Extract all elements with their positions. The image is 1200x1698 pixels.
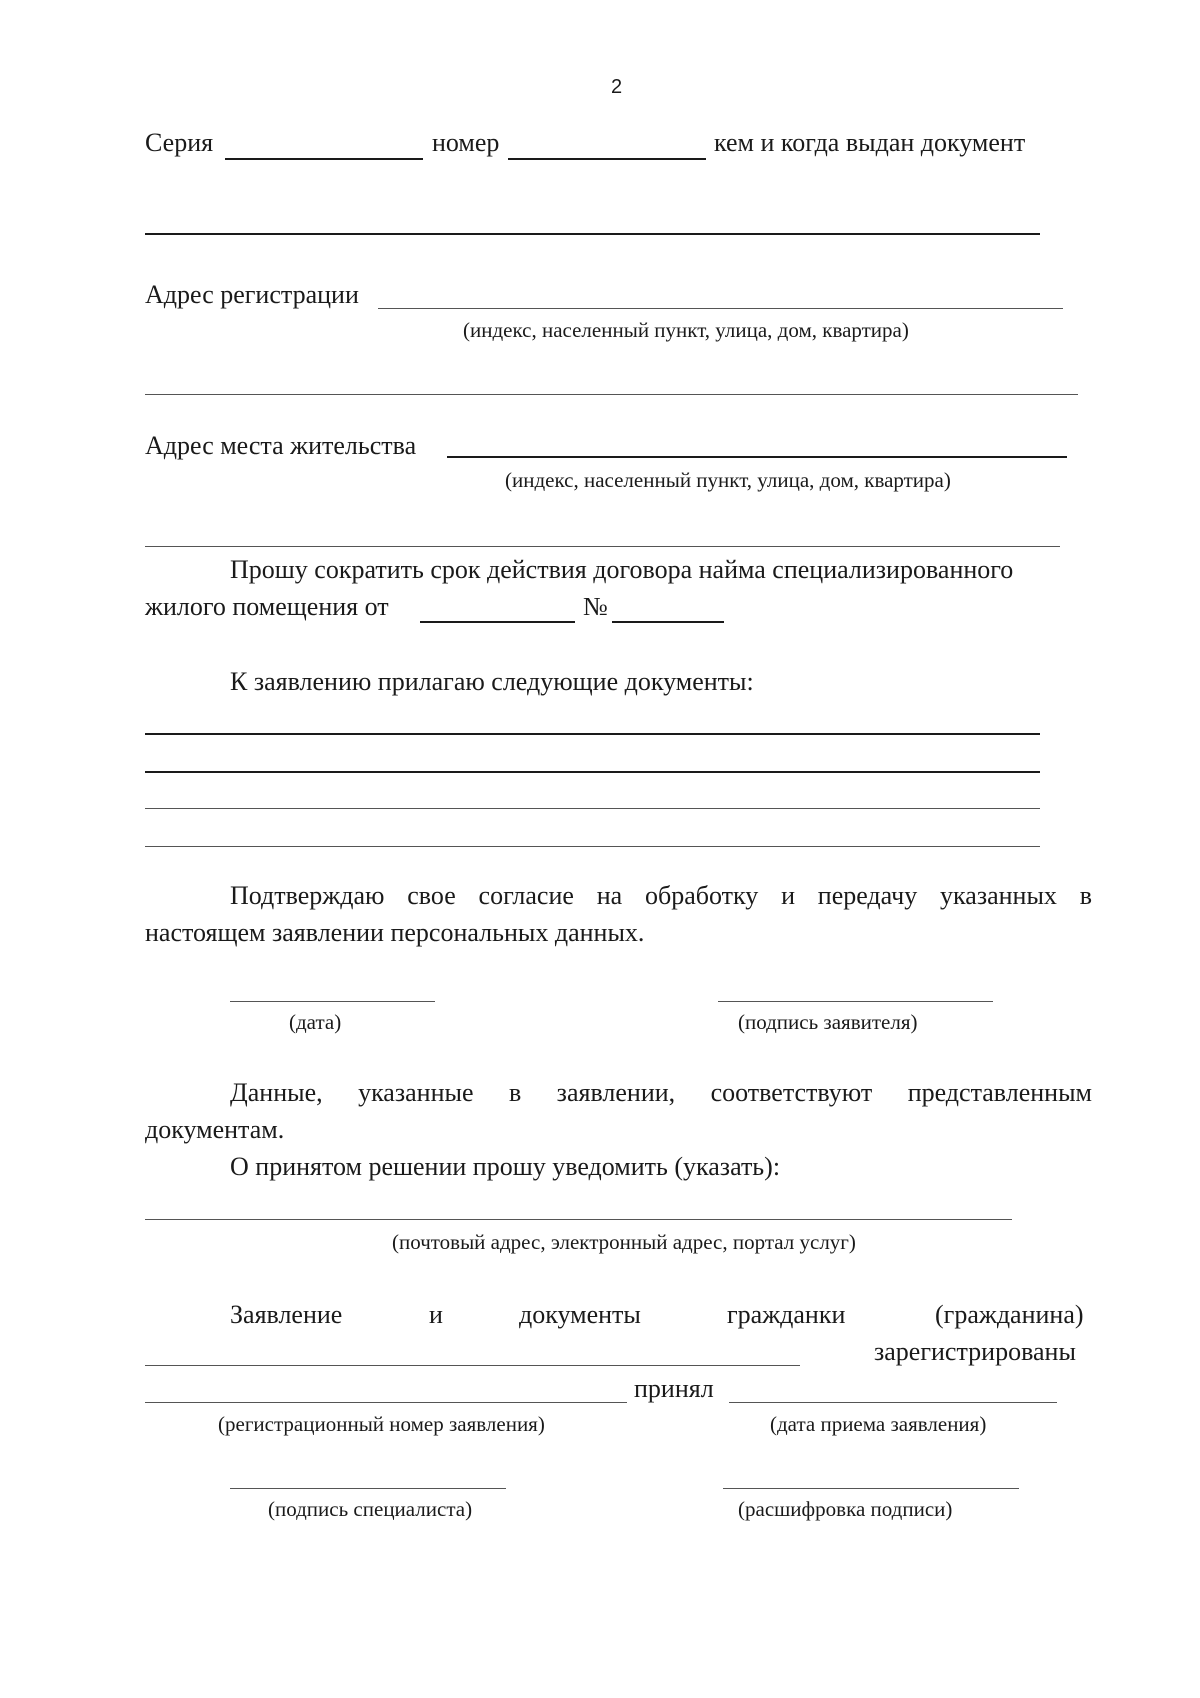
registration-label: Адрес регистрации xyxy=(145,280,359,309)
registered-word-5: (гражданина) xyxy=(935,1300,1084,1329)
contract-date-field[interactable] xyxy=(420,621,575,623)
specialist-signature-field[interactable] xyxy=(230,1488,506,1489)
attachment-field-1[interactable] xyxy=(145,733,1040,735)
notify-label: О принятом решении прошу уведомить (указать): xyxy=(230,1152,781,1181)
registered-word-4: гражданки xyxy=(727,1300,846,1329)
attachments-label: К заявлению прилагаю следующие документы: xyxy=(230,667,754,696)
residence-field[interactable] xyxy=(447,456,1067,458)
page-number: 2 xyxy=(611,76,623,98)
attachment-field-3[interactable] xyxy=(145,808,1040,809)
registration-field[interactable] xyxy=(378,308,1063,309)
registered-word-1: Заявление xyxy=(230,1300,343,1329)
signature-decode-field[interactable] xyxy=(723,1488,1019,1489)
applicant-name-field[interactable] xyxy=(145,1365,800,1366)
issued-by-field[interactable] xyxy=(145,233,1040,235)
applicant-signature-hint: (подпись заявителя) xyxy=(738,1010,918,1034)
verification-line-2: документам. xyxy=(145,1115,285,1144)
request-line-2-prefix: жилого помещения от xyxy=(145,592,389,621)
registration-field-2[interactable] xyxy=(145,394,1078,395)
registered-word-2: и xyxy=(429,1300,443,1329)
number-label: номер xyxy=(432,128,500,157)
request-line-1: Прошу сократить срок действия договора найма специализированного xyxy=(230,555,1014,584)
applicant-signature-field[interactable] xyxy=(718,1001,993,1002)
residence-hint: (индекс, населенный пункт, улица, дом, квартира) xyxy=(505,468,951,492)
date-hint: (дата) xyxy=(289,1010,342,1034)
accepted-word: принял xyxy=(634,1374,714,1403)
accept-date-hint: (дата приема заявления) xyxy=(770,1412,987,1436)
reg-number-hint: (регистрационный номер заявления) xyxy=(218,1412,545,1436)
attachment-field-2[interactable] xyxy=(145,771,1040,773)
accept-date-field[interactable] xyxy=(729,1402,1057,1403)
registered-word: зарегистрированы xyxy=(874,1337,1076,1366)
specialist-signature-hint: (подпись специалиста) xyxy=(268,1497,473,1521)
issued-label: кем и когда выдан документ xyxy=(714,128,1026,157)
date-field[interactable] xyxy=(230,1001,435,1002)
series-field[interactable] xyxy=(225,158,423,160)
residence-field-2[interactable] xyxy=(145,546,1060,547)
registration-hint: (индекс, населенный пункт, улица, дом, квартира) xyxy=(463,318,909,342)
reg-number-field[interactable] xyxy=(145,1402,627,1403)
notify-field[interactable] xyxy=(145,1219,1012,1220)
attachment-field-4[interactable] xyxy=(145,846,1040,847)
signature-decode-hint: (расшифровка подписи) xyxy=(738,1497,953,1521)
residence-label: Адрес места жительства xyxy=(145,431,417,460)
registered-word-3: документы xyxy=(519,1300,641,1329)
number-field[interactable] xyxy=(508,158,706,160)
series-label: Серия xyxy=(145,128,214,157)
consent-line-1 xyxy=(230,881,1092,911)
verification-line-1-text: Данные, указанные в заявлении, соответствуют представленным xyxy=(230,1078,1092,1107)
contract-number-field[interactable] xyxy=(612,621,724,623)
notify-hint: (почтовый адрес, электронный адрес, портал услуг) xyxy=(392,1230,856,1254)
number-sign: № xyxy=(583,592,608,621)
verification-line-1 xyxy=(230,1078,1092,1108)
consent-line-2: настоящем заявлении персональных данных. xyxy=(145,918,645,947)
consent-line-1-text: Подтверждаю свое согласие на обработку и передачу указанных в xyxy=(230,881,1092,910)
